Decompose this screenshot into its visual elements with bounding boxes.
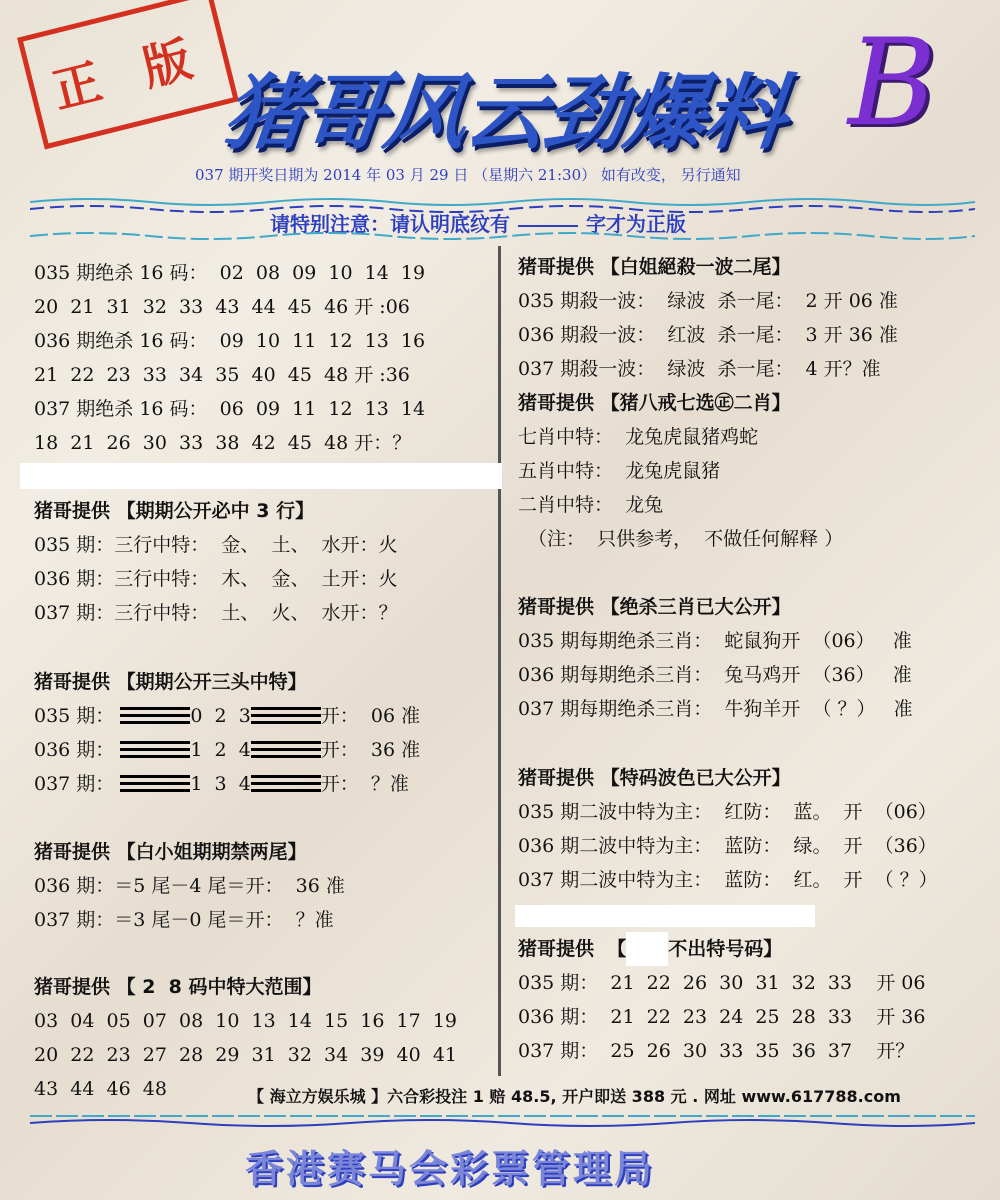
wuxing-section	[34, 494, 398, 630]
text-line: 036 期二波中特为主： 蓝防： 绿。 开 （36）	[518, 835, 937, 857]
section-heading: 猪哥提供 【期期公开三头中特】	[34, 671, 307, 693]
kill3-section	[518, 590, 913, 726]
text-line: 035 期绝杀 16 码： 02 08 09 10 14 19	[34, 262, 426, 284]
section-heading: 猪哥提供 【绝杀三肖已大公开】	[518, 596, 791, 618]
text-line: 18 21 26 30 33 38 42 45 48 开：？	[34, 432, 412, 454]
text-line: 21 22 23 33 34 35 40 45 48 开 :36	[34, 364, 410, 386]
text-line: 20 21 31 32 33 43 44 45 46 开 :06	[34, 296, 410, 318]
text-line: 五肖中特： 龙兔虎鼠猪	[518, 460, 721, 482]
text-line: 037 期殺一波： 绿波 杀一尾： 4 开？准	[518, 358, 881, 380]
edition-letter: B	[848, 14, 937, 153]
tail-section	[34, 835, 345, 937]
text-line: 036 期：三行中特： 木、 金、 土开：火	[34, 568, 398, 590]
page-title: 猪哥风云劲爆料	[219, 66, 790, 161]
text-line: 43 44 46 48	[34, 1078, 167, 1100]
section-heading: 猪哥提供 【 不出特号码】	[518, 932, 925, 966]
bar-glyph	[120, 741, 190, 761]
wave-section	[518, 250, 898, 386]
text-line: 037 期：三行中特： 土、 火、 水开：？	[34, 602, 398, 624]
text-line: （注： 只供参考， 不做任何解释 ）	[528, 528, 844, 550]
kill16-section	[34, 256, 425, 460]
text-line: 037 期：＝3 尾－0 尾＝开： ？准	[34, 909, 334, 931]
text-line: 037 期： 1 3 4 开： ？准	[34, 773, 409, 795]
color-section	[518, 761, 938, 897]
text-line: 036 期殺一波： 红波 杀一尾： 3 开 36 准	[518, 324, 898, 346]
decorative-wave-bottom	[30, 228, 975, 248]
text-line: 20 22 23 27 28 29 31 32 34 39 40 41	[34, 1044, 457, 1066]
text-line: 035 期： 21 22 26 30 31 32 33 开 06	[518, 972, 926, 994]
text-line: 035 期每期绝杀三肖： 蛇鼠狗开 （06） 准	[518, 630, 912, 652]
column-divider	[498, 246, 501, 1076]
section-heading: 猪哥提供 【特码波色已大公开】	[518, 767, 791, 789]
text-line: 037 期每期绝杀三肖： 牛狗羊开 （ ？） 准	[518, 698, 913, 720]
text-line: 036 期：＝5 尾－4 尾＝开： 36 准	[34, 875, 345, 897]
text-line: 035 期： 0 2 3 开： 06 准	[34, 705, 421, 727]
nospecial-section	[518, 932, 925, 1068]
text-line: 035 期：三行中特： 金、 土、 水开：火	[34, 534, 398, 556]
text-line: 七肖中特： 龙兔虎鼠猪鸡蛇	[518, 426, 759, 448]
watermark-blank	[518, 225, 578, 227]
section-heading: 猪哥提供 【 2 8 码中特大范围】	[34, 976, 322, 998]
text-line: 二肖中特： 龙兔	[518, 494, 664, 516]
bar-glyph	[251, 741, 321, 761]
section-heading: 猪哥提供 【白小姐期期禁两尾】	[34, 841, 307, 863]
bar-glyph	[251, 775, 321, 795]
section-heading: 猪哥提供 【白姐絕殺一波二尾】	[518, 256, 791, 278]
section-heading: 猪哥提供 【猪八戒七选㊣二肖】	[518, 392, 791, 414]
text-line: 03 04 05 07 08 10 13 14 15 16 17 19	[34, 1010, 457, 1032]
white-strip	[20, 463, 502, 489]
text-line: 036 期： 1 2 4 开： 36 准	[34, 739, 421, 761]
section-heading: 猪哥提供 【期期公开必中 3 行】	[34, 500, 315, 522]
bar-glyph	[251, 707, 321, 727]
footer-title: 香港赛马会彩票管理局	[245, 1147, 656, 1191]
decorative-wave-footer	[30, 1110, 975, 1130]
text-line: 035 期殺一波： 绿波 杀一尾： 2 开 06 准	[518, 290, 898, 312]
authentic-stamp: 正 版	[17, 0, 239, 149]
authenticity-notice: 请特别注意：请认明底纹有 字才为正版	[270, 212, 686, 236]
text-line: 037 期二波中特为主： 蓝防： 红。 开 （ ？）	[518, 869, 938, 891]
zodiac-section	[518, 386, 843, 556]
draw-date-line: 037 期开奖日期为 2014 年 03 月 29 日 （星期六 21:30） 如有改变， 另行通知	[195, 166, 741, 184]
text-line: 037 期绝杀 16 码： 06 09 11 12 13 14	[34, 398, 426, 420]
text-line: 036 期： 21 22 23 24 25 28 33 开 36	[518, 1006, 926, 1028]
bar-glyph	[120, 775, 190, 795]
white-strip	[515, 905, 815, 927]
santou-section	[34, 665, 420, 801]
text-line: 036 期绝杀 16 码： 09 10 11 12 13 16	[34, 330, 426, 352]
bar-glyph	[120, 707, 190, 727]
text-line: 037 期： 25 26 30 33 35 36 37 开？	[518, 1040, 915, 1062]
advertisement-line: 【 海立方娱乐城 】六合彩投注 1 赔 48.5, 开户即送 388 元 . 网址 www.617788.com	[248, 1087, 901, 1106]
text-line: 035 期二波中特为主： 红防： 蓝。 开 （06）	[518, 801, 937, 823]
text-line: 036 期每期绝杀三肖： 兔马鸡开 （36） 准	[518, 664, 912, 686]
